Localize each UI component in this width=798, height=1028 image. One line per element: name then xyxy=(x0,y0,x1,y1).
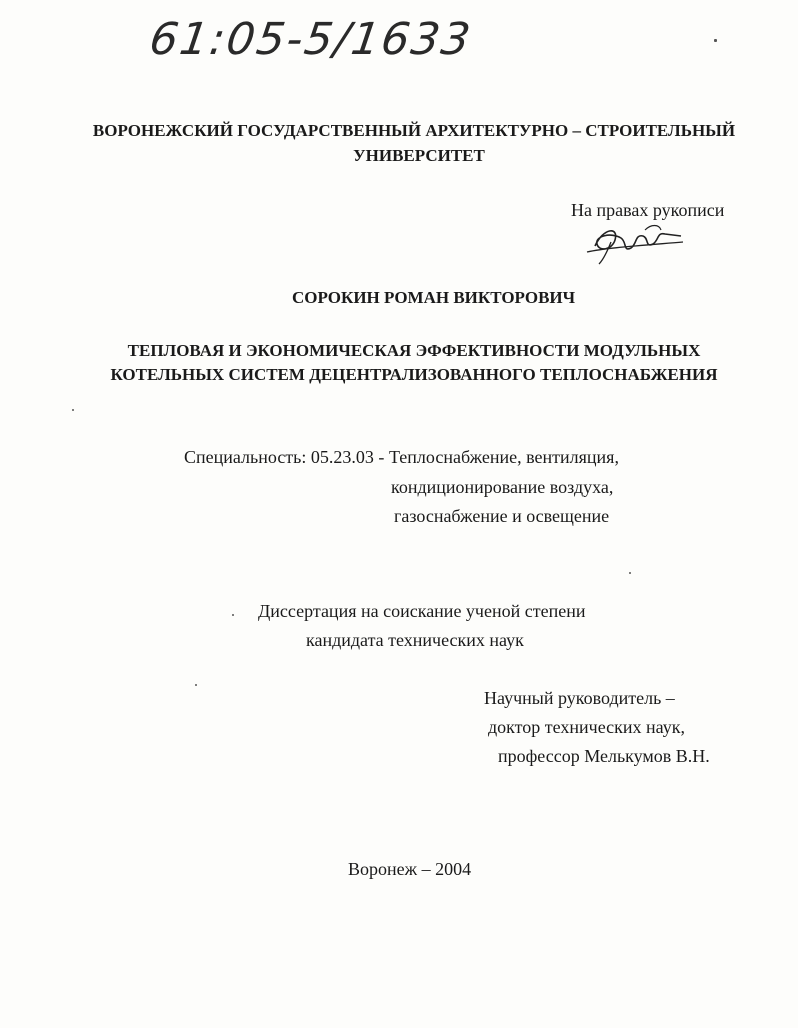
scan-speck xyxy=(195,684,197,686)
author-name: СОРОКИН РОМАН ВИКТОРОВИЧ xyxy=(292,288,576,307)
specialty-line2: кондиционирование воздуха, xyxy=(391,477,614,497)
supervisor-line1: Научный руководитель – xyxy=(484,688,675,708)
specialty-line1: Теплоснабжение, вентиляция, xyxy=(389,447,619,467)
scan-speck xyxy=(714,39,717,42)
manuscript-note: На правах рукописи xyxy=(571,200,725,220)
handwritten-signature xyxy=(585,222,685,266)
dissertation-title-line2: КОТЕЛЬНЫХ СИСТЕМ ДЕЦЕНТРАЛИЗОВАННОГО ТЕПЛОСНАБЖЕНИЯ xyxy=(110,365,718,384)
scan-speck xyxy=(232,614,234,616)
supervisor-line2: доктор технических наук, xyxy=(488,717,685,737)
specialty-line3: газоснабжение и освещение xyxy=(394,506,610,526)
university-name-line1: ВОРОНЕЖСКИЙ ГОСУДАРСТВЕННЫЙ АРХИТЕКТУРНО – СТРОИТЕЛЬНЫЙ xyxy=(92,121,736,140)
university-name-line2: УНИВЕРСИТЕТ xyxy=(353,146,485,165)
degree-line1: Диссертация на соискание ученой степени xyxy=(258,601,586,621)
place-and-year: Воронеж – 2004 xyxy=(348,859,472,879)
supervisor-line3: профессор Мелькумов В.Н. xyxy=(498,746,710,766)
handwritten-archive-code: 61:05-5/1633 xyxy=(146,14,476,65)
degree-line2: кандидата технических наук xyxy=(306,630,524,650)
scan-speck xyxy=(72,409,74,411)
dissertation-title-line1: ТЕПЛОВАЯ И ЭКОНОМИЧЕСКАЯ ЭФФЕКТИВНОСТИ МОДУЛЬНЫХ xyxy=(127,341,701,360)
specialty-label: Специальность: 05.23.03 - xyxy=(184,447,385,467)
scan-speck xyxy=(629,572,631,574)
